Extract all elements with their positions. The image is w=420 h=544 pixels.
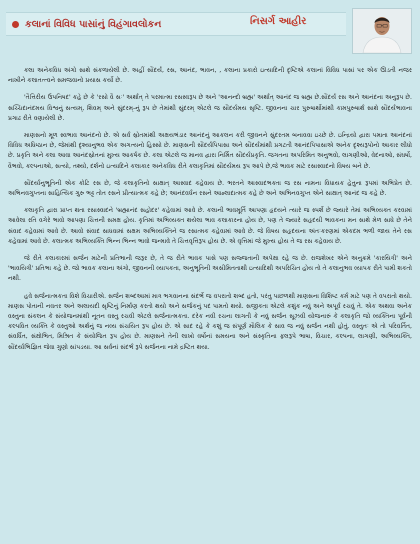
paragraph-7: હવે સર્જનાત્મકતા વિશે વિચારીએ. સર્જન શબ્દઆમાં માત્ર ભગવાનના સંદર્ભે જ વપરાતો શબ્દ હતો, પરંતુ પાછળથી માણસના વિશિષ્ટ કર્મ માટે પણ તે વપરાતો થયો. માણસ પોતાની નવતર અને અલાયદી સૃષ્ટિનું નિર્માણ કરતો થયો અને સર્જકનું પદ પામતો થયો. સજીકતા એટલે કશુંક નવું અને અપૂર્વ રચવું તે. એક અથવા અનેક વસ્તુના સંકલન કે સંયોજનમાંથી નૂતન વસ્તુ રચવી એટલે સર્જનાત્મકતા. દરેક નવી રચના લાગતી કે નવું સર્જન સૂઝવી યોજનારું કે કલાકૃતિ જો વ્યક્તિના પૂર્વની કલ્પવિત વ્યક્તિ કે વસ્તુઓ અર્થનું જ નવ્ય સંચયિત રૂપ હોય છે. એ સાદ રહે કે કશું જ સંપૂર્ણ મૌલિક કે સાવ જ નવું સર્જન નથી હોતું. વસ્તુતઃ એ તો પરિવર્તિત, સંવર્ધિત, સંક્ષોભિત, મિશ્રિત કે સંયોજિત રૂપ હોય છે. માણસને તેની લાખો વર્ષોનાં સમયના અને સંસ્કૃતિના ફલરૂપે ભાષા, વિચાર, કલ્પના, લાગણી, અભિવ્યક્તિ, સૌંદર્યાભિજ્ઞિત જેવા ગુણો સાંપડયા. આ સર્વનાં સંદર્ભ રૂપે સર્જનના નામે દ્રષ્ટિત થયા. (8, 292, 412, 351)
author-name: નિસર્ગ આહીર (250, 16, 307, 27)
paragraph-6: જે રીતે કલાકારમાં સર્જન માટેની પ્રતિભાની જરૂર છે, તે જ રીતે ભાવક પાસે પણ સજ્જતાની અપેક્ષા રહે જ છે. રાજશેખર એને અનુક્રમે 'કારયિત્રી' અને 'ભાવયિત્રી' પ્રતિભા કહે છે. જો ભાવક કલાના અંગો, જીવનની વ્યાપકતા, અનુભૂતિની અસીમિતતાથી ઇત્યાદિથી અપરિચિત હોય તો તે કલાનુભવ વ્યાપક રીતે પામી શકતો નથી. (8, 255, 412, 283)
paragraph-2: 'તૈત્તિરીય ઉપનિષદ' કહે છે કે 'રસો વૈ સઃ' અર્થાત્ તે પરમાત્મા રસસ્વરૂપ છે અને 'આનન્દો બ્રહ્મ' અર્થાત્ આનંદ જ બ્રહ્મ છે.સૌંદર્ય રસ અને આનંદના અનુરૂપ છે. સચ્ચિદાનંદમય વિશ્વનું સત્યમ્, શિવમ્ અને સુંદરમ્-નું રૂપ છે તેમાંથી સુંદરમ્ એટલે જ સૌંદર્યમય સૃષ્ટિ. જીવનના ચાર પુરુષાર્થોમાંથી કામપુરુષાર્થ સાથે સૌંદર્યભાવના પ્રગાઢ રીતે વણાયેલી છે. (8, 94, 412, 122)
paragraph-4: સૌંદર્યાનુભૂતિની એક કોટિ રસ છે, જે કલાકૃતિનો સાક્ષાત્ આસ્વાદ કહેવાય છે. ભરતને આસ્વાદભક્તા જ રસ નામના વિધાયક હેતુના રૂપમાં અભિપ્રેત છે. અભિનવગુપ્તના સાહિત્યિક ગુરુ ભટ્ટ તોત રસને પ્રીત્યાત્મક કહે છે; આનંદવર્ધન રસને આહ્લાદાત્મક કહે છે અને અભિનવગુપ્ત એને સાક્ષાત્ આનંદ જ કહે છે. (8, 179, 412, 198)
article-body (8, 66, 412, 360)
bullet-icon (12, 21, 19, 28)
article-title: કલાનાં વિવિધ પાસાંનું વિહંગાવલોકન (25, 18, 162, 30)
paragraph-3: માણસનો મૂળ સ્વભાવ આનંદનો છે. એ સર્વ સ્રોતમાંથી અક્ષયભંડાર આનંદનું આકલન કરી જીવનને સુંદરતમ બનાવવા ઇચ્છે છે. ઇન્દ્રિયો દ્વારા પમાતા આનંદનાં વિવિધ અધિષ્ઠાન છે, જેમાંથી દૃશ્યાનુભવ એક અગત્યનો હિસ્સો છે. માણસની સૌંદર્યપિપાસા અને સૌંદર્યમાંથી પ્રગટતી આનંદપિપાસાએ અનેક દૃશ્યરૂપોનો આકાર લીધો છે. પ્રકૃતિ અને કલા આવા આનંદસ્રોતનાં મુખ્ય આકર્ષક છે. કલા એટલે જ માનવ દ્વારા નિર્મિત સૌંદર્યપ્રકૃતિ. જગતના અપરિમિત અનુભવો, લાગણીઓ, વેદનાઓ, સંઘર્ષો, વૈભવો, કલ્પનાઓ, સત્યો, તથ્યો, દર્શનો ઇત્યાદિને કલાકાર અનેકવિધ રીતે કલાકૃતિમાં સૌંદર્યમય રૂપ આપે છે,જે ભાવક માટે રસાસ્વાદનો વિષય બને છે. (8, 132, 412, 170)
author-portrait-icon (353, 9, 411, 53)
paragraph-5: કલાકૃતિ દ્વારા પ્રાપ્ત થતા રસાસ્વાદને 'બ્રહ્માનંદ સહોદર' કહેવામાં આવે છે. કલાની ભાવમૂર્તિ આપણા હૃદયને ત્યારે જ સ્પર્શે છે જ્યારે તેમાં અભિવ્યક્ત કરવામાં આવેલા રતિ વગેરે ભાવો આપણા ચિત્તની સમક્ષ હોય. કૃતિમાં અભિવ્યક્ત થયેલા ભાવ કલાકારના હોય છે, પણ તે જ્યારે સહૃદયી ભાવકના મન સાથે મેળ સાધે છે તેને સંવાદ કહેવામાં આવે છે. આવો સંવાદ સાધવામાં સક્ષમ અભિવ્યક્તિને જ રસાત્મક કહેવામાં આવે છે. જે વિષય સહૃદયના અંતઃકરણમાં એકદમ ભળી જાય તેને રસ કહેવામાં આવે છે. કલાત્મક અભિવ્યક્તિ ભિન્ન ભિન્ન ભાવો જન્માવે તે ચિત્તવૃત્તિરૂપ હોય છે. એ વૃત્તિમાં જે મુખ્ય હોય તે જ રસ કહેવાય છે. (8, 207, 412, 245)
author-photo (352, 8, 412, 54)
article-header (0, 0, 420, 56)
paragraph-1: કલા અનેકવિધ અંગો સાથે સંકળાયેલી છે. અહીં સૌંદર્ય, રસ, આનંદ, ભાવન, , કલાના પ્રકારો ઇત્યાદિની દૃષ્ટિએ કલાનાં વિવિધ પાસાં પર એક ઊડતી નજર નાખીને કલાતત્ત્વને સમજવાનો પ્રયાસ કર્યો છે. (8, 67, 412, 85)
